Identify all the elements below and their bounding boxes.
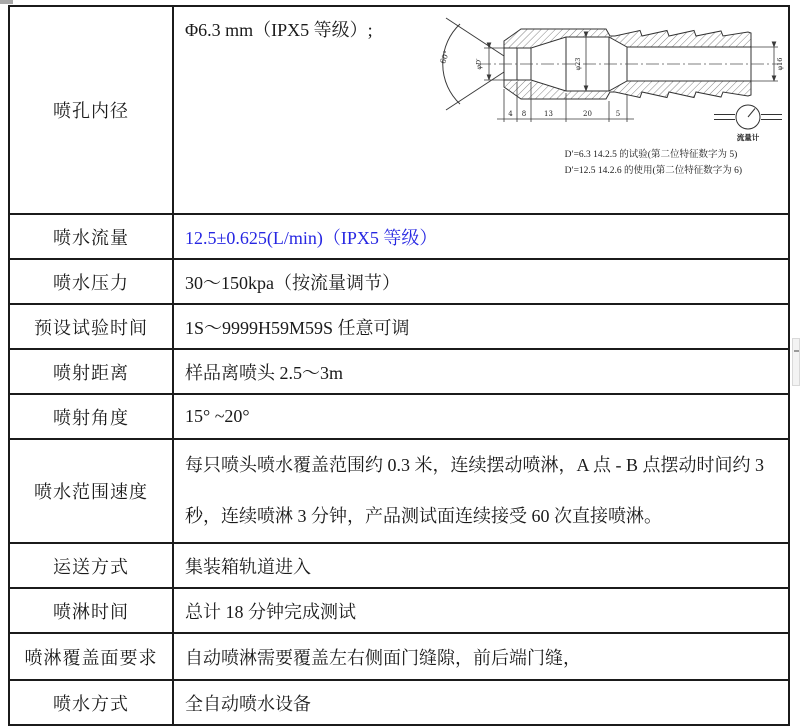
- table-row: [9, 349, 789, 394]
- row-value: 自动喷淋需要覆盖左右侧面门缝隙，前后端门缝，: [173, 633, 789, 680]
- row-value: 每只喷头喷水覆盖范围约 0.3 米，连续摆动喷淋，A 点 - B 点摆动时间约 3 秒，连续喷淋 3 分钟，产品测试面连续接受 60 次直接喷淋。: [173, 439, 789, 543]
- flow-meter-icon: [714, 105, 782, 129]
- row-value: 12.5±0.625(L/min)（IPX5 等级）: [173, 214, 789, 259]
- nozzle-section-diagram: [434, 9, 786, 144]
- scrollbar-grip-icon: [794, 350, 799, 352]
- len-dim-4: 20: [583, 110, 592, 118]
- table-row: [9, 394, 789, 439]
- row-label: 喷射距离: [9, 349, 173, 394]
- len-dim-2: 8: [521, 110, 527, 118]
- dim-chamber-label: φ23: [574, 57, 582, 71]
- row-value: 集装箱轨道进入: [173, 543, 789, 588]
- len-dim-1: 4: [508, 110, 513, 118]
- nozzle-diagram-svg: [434, 9, 786, 144]
- diagram-note-line: D′=6.3 14.2.5 的试验(第二位特征数字为 5): [564, 150, 738, 160]
- table-row: [9, 680, 789, 725]
- flow-meter-label: 流量计: [736, 133, 760, 142]
- table-row: [9, 439, 789, 543]
- len-dim-5: 5: [615, 110, 621, 118]
- row-value: 全自动喷水设备: [173, 680, 789, 725]
- row-value: 30～150kpa（按流量调节）: [173, 259, 789, 304]
- nozzle-diameter-text: Φ6.3 mm（IPX5 等级）;: [185, 20, 373, 40]
- row-label: 运送方式: [9, 543, 173, 588]
- len-dim-3: 13: [544, 110, 553, 118]
- dim-outlet-label: φ16: [776, 57, 784, 71]
- table-row: [9, 588, 789, 633]
- row-value: 15° ~20°: [173, 394, 789, 439]
- spec-table: [8, 5, 790, 726]
- row-value: [173, 6, 789, 214]
- row-value: 1S～9999H59M59S 任意可调: [173, 304, 789, 349]
- dim-tip-label: φD′: [475, 58, 483, 70]
- diagram-note-line: D′=12.5 14.2.6 的使用(第二位特征数字为 6): [564, 165, 742, 176]
- row-label: 喷水压力: [9, 259, 173, 304]
- row-label: 喷水范围速度: [9, 439, 173, 543]
- table-row: [9, 259, 789, 304]
- page-corner-tab: [0, 0, 13, 4]
- table-row: [9, 633, 789, 680]
- row-label: 喷射角度: [9, 394, 173, 439]
- vertical-scrollbar-thumb[interactable]: [792, 338, 800, 386]
- row-label: 喷淋覆盖面要求: [9, 633, 173, 680]
- table-row: [9, 543, 789, 588]
- row-label: 喷孔内径: [9, 6, 173, 214]
- cone-angle-label: 60°: [438, 49, 452, 65]
- table-row: [9, 6, 789, 214]
- row-value: 样品离喷头 2.5～3m: [173, 349, 789, 394]
- table-row: [9, 214, 789, 259]
- diagram-notes: [565, 148, 742, 179]
- row-label: 喷水流量: [9, 214, 173, 259]
- row-label: 喷水方式: [9, 680, 173, 725]
- row-value: 总计 18 分钟完成测试: [173, 588, 789, 633]
- row-label: 喷淋时间: [9, 588, 173, 633]
- table-row: [9, 304, 789, 349]
- row-label: 预设试验时间: [9, 304, 173, 349]
